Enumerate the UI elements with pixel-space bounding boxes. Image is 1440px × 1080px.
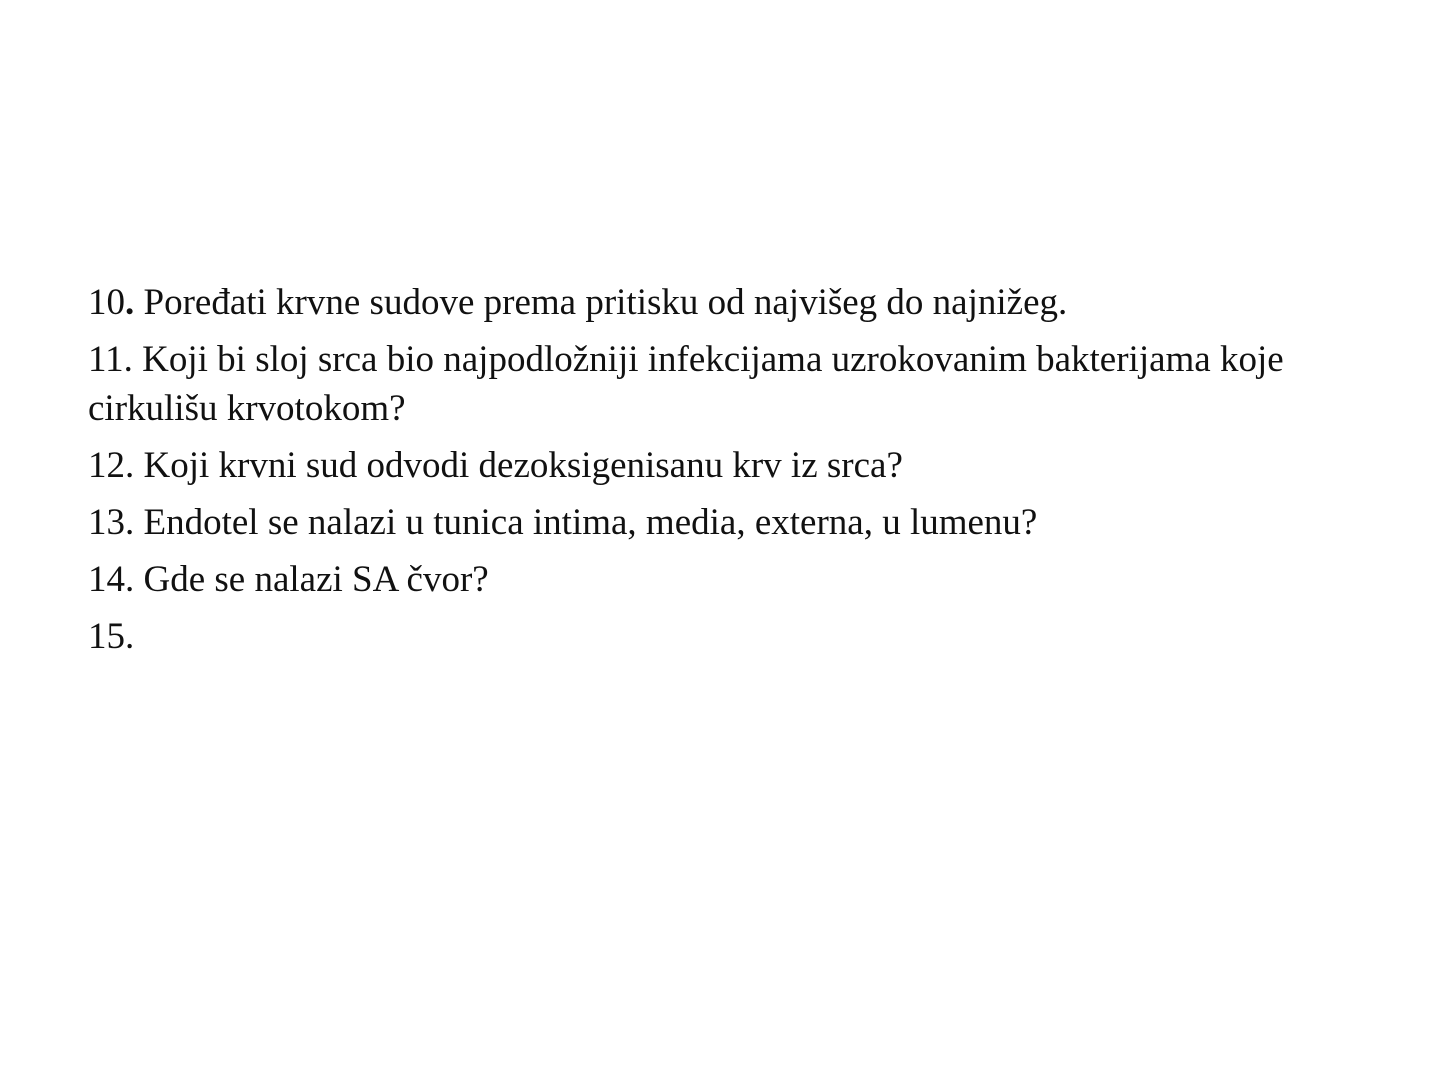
question-number: 12 xyxy=(88,445,125,486)
question-item-15 xyxy=(88,612,1348,661)
question-text: Endotel se nalazi u tunica intima, media, externa, u lumenu? xyxy=(134,502,1038,543)
question-number-dot: . xyxy=(125,616,135,657)
question-number-dot: . xyxy=(125,445,135,486)
question-text: Gde se nalazi SA čvor? xyxy=(134,559,489,600)
question-number: 10 xyxy=(88,282,125,323)
question-text: Koji bi sloj srca bio najpodložniji infekcijama uzrokovanim bakterijama koje cirkulišu krvotokom? xyxy=(88,339,1284,429)
question-number: 14 xyxy=(88,559,125,600)
question-number: 15 xyxy=(88,616,125,657)
question-item-10 xyxy=(88,278,1348,327)
question-item-13 xyxy=(88,498,1348,547)
question-number: 13 xyxy=(88,502,125,543)
question-list xyxy=(88,278,1348,669)
question-text: Poređati krvne sudove prema pritisku od najvišeg do najnižeg. xyxy=(134,282,1068,323)
question-item-14 xyxy=(88,555,1348,604)
question-text: Koji krvni sud odvodi dezoksigenisanu krv iz srca? xyxy=(134,445,903,486)
question-number-dot: . xyxy=(125,282,135,323)
question-item-11 xyxy=(88,335,1318,433)
question-number-dot: . xyxy=(123,339,133,380)
question-number-dot: . xyxy=(125,559,135,600)
question-item-12 xyxy=(88,441,1348,490)
question-number-dot: . xyxy=(125,502,135,543)
question-number: 11 xyxy=(88,339,124,380)
